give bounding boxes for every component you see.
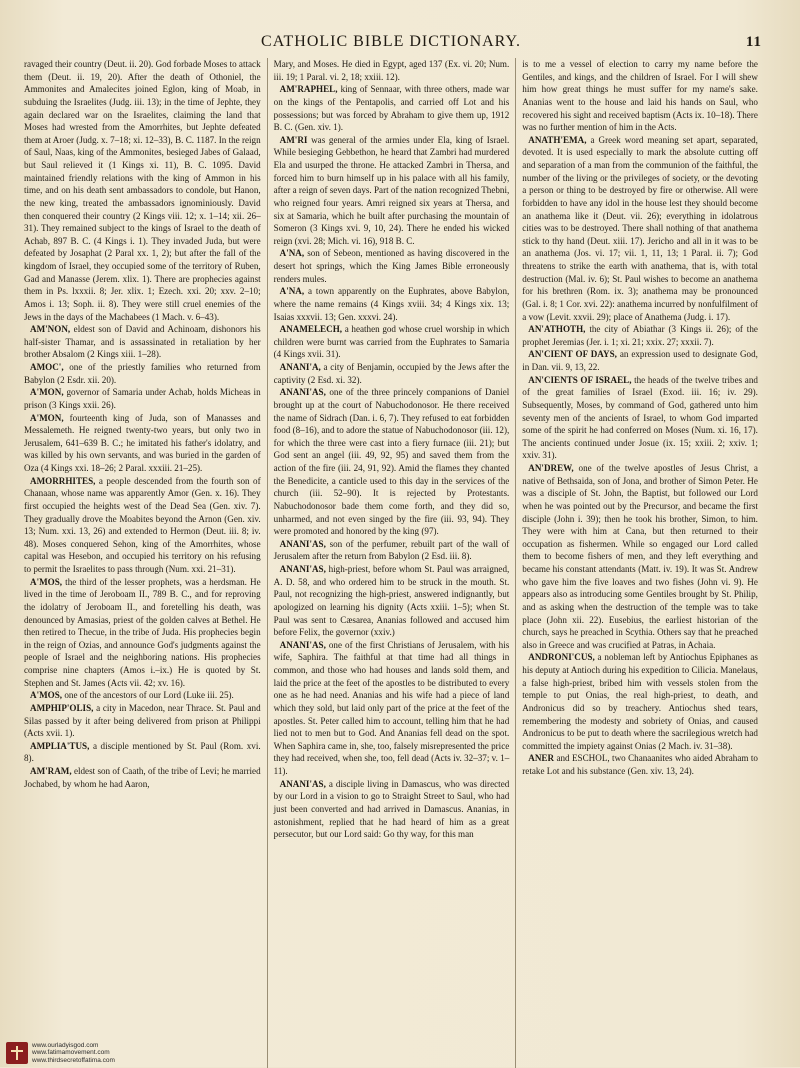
entry-headword: ANANI'AS, [279,538,326,549]
entry-text: eldest son of David and Achinoam, dishonors his half-sister Thamar, and is assassinated in retaliation by her brother Absalom (2 Kings xiii. 1–28). [24,324,261,360]
entry-text: one of the twelve apostles of Jesus Christ, a native of Bethsaida, son of Jona, and brother of Simon Peter. He was a disciple of St. John, the Baptist, but followed our Lord when he was pointed out by the Precursor, and became the first disciple (John i. 39); then he took his brother, Simon, to him. They were with him at Cana, but then returned to their occupation as fishermen. While so engaged our Lord called them to become fishers of men, and they left everything and became his constant attendants (Matt. iv. 19). It was St. Andrew who gave him the five loaves and two fishes (John vi. 9). He appears also as introducing some Gentiles brought by St. Philip, and as asking when the destruction of the temple was to take place (John xii. 22). Eusebius, the earliest historian of the church, says he preached in Scythia. Others say that he preached also in Greece and was crucified at Patras, in Achaia. [522,463,758,650]
footer-link[interactable]: www.ourladyisgod.com [32,1041,99,1049]
entry-headword: AN'CIENTS OF ISRAEL, [528,374,632,385]
entry-headword: AM'RI [279,134,308,145]
column-middle [267,58,516,1068]
entry-headword: AMPLIA'TUS, [30,740,90,751]
dictionary-entry [274,778,510,841]
dictionary-entry [274,58,510,83]
entry-text: a city of Benjamin, occupied by the Jews after the captivity (2 Esd. xi. 32). [273,362,510,385]
entry-text: fourteenth king of Juda, son of Manasses and Messalemeth. He reigned twenty-two years, but only two in Jerusalem, 641–639 B. C.; he imitated his father's idolatry, and was killed by his own servants, and was buried in the garden of Oza (4 Kings xxi. 18–26; 2 Paral. xxxiii. 21–25). [24,412,261,473]
entry-headword: ANANI'AS, [279,564,326,574]
entry-headword: A'MON, [30,387,64,398]
entry-text: the heads of the twelve tribes and of the great families of Israel (Exod. iii. 16; iv. 29). Subsequently, Moses, by command of God, gathered unto him seventy men of the ancients of Israel, to whom God imparted some of the spirit he had conferred on Moses (Num. xi. 16, 17). The ancients continued under Josue (ix. 15; xxiii. 2; xxiv. 1; xxiv. 31). [522,374,758,461]
entry-headword: ANER [528,753,555,764]
entry-headword: A'NA, [279,248,305,259]
entry-headword: ANANI'AS, [279,387,326,398]
entry-headword: AMORRHITES, [30,475,96,486]
entry-text: ravaged their country (Deut. ii. 20). God forbade Moses to attack them (Deut. ii. 19, 20). After the death of Othoniel, the Ammonites and Amalecites joined Eglon, king of Moab, in subduing the Israelites (Judg. iii. 13); in the time of Jephte, they again declared war on the Israelites, claiming the land that Moses had wrested from the Amorrhites, but Jephte defeated them at Aroer (Judg. x. 7–18; xi. 12–33), B. C. 1187. In the reign of Saul, Naas, king of the Ammonites, besieged Jabes of Galaad, but Saul relieved it (1 Kings xi. 11), B. C. 1095. David maintained friendly relations with the king of Ammon in his time, and on his death sent ambassadors to condole, but Hanon, the new king, treated the ambassadors ignominiously. David then conquered their country (2 Kings viii. 12; x. 1–14; xii. 26–31). They remained subject to the kings of Israel to the death of Achab, 897 B. C. (4 Kings i. 1). They invaded Juda, but were defeated by Josaphat (2 Paral xx. 1, 2); but after the fall of the kingdom of Israel, they occupied some of the territory of Ruben, Gad and Manasse (Jerem. xlix. 1). There are prophecies against them in Ps. lxxxii. 8; Jer. xlix. 1; Ezech. xxi. 20; xxv. 2–10; Amos i. 13; Soph. ii. 8). They were still cruel enemies of the Jews in the days of the Machabees (1 Mach. v. 6–43). [24,59,261,322]
entry-text: governor of Samaria under Achab, holds Micheas in prison (3 Kings xxii. 26). [24,387,261,410]
dictionary-entry [24,702,261,740]
entry-text: son of the perfumer, rebuilt part of the wall of Jerusalem after the return from Babylon (2 Esd. iii. 8). [273,538,510,562]
dictionary-entry [24,361,261,386]
entry-text: high-priest, before whom St. Paul was arraigned, A. D. 58, and who ordered him to be struck in the mouth. St. Paul, not recognizing the high-priest, answered indignantly, but apologized on learning his dignity (Acts xxiii. 1–5); when St. Paul was sent to Cæsarea, Ananias followed and accused him before Felix, the governor (xxiv.) [273,564,510,638]
dictionary-entry [522,651,758,752]
dictionary-entry [24,689,261,702]
entry-headword: A'NA, [279,286,305,297]
entry-headword: AM'NON, [30,324,71,335]
entry-text: a heathen god whose cruel worship in which children were burnt was carried from the Euphrates to Samaria (4 Kings xvii. 31). [273,324,510,360]
dictionary-entry [522,462,758,651]
dictionary-entry [522,58,758,134]
dictionary-entry [522,374,758,462]
column-right [515,58,764,1068]
dictionary-entry [274,386,510,538]
entry-text: the city of Abiathar (3 Kings ii. 26); of the prophet Jeremias (Jer. i. 1; xi. 21; xxix. 27; xxxii. 7). [522,324,758,347]
entry-headword: ANANI'AS, [279,778,326,789]
entry-headword: AN'DREW, [528,463,574,473]
footer-links [32,1042,115,1064]
entry-text: a city in Macedon, near Thrace. St. Paul and Silas passed by it after being delivered from prison at Philippi (Acts xvii. 1). [24,702,261,739]
entry-headword: A'MOS, [30,576,63,587]
entry-text: son of Sebeon, mentioned as having discovered in the desert hot springs, which the King James Bible erroneously renders mules. [273,248,510,284]
dictionary-entry [24,323,261,361]
dictionary-entry [24,58,261,323]
entry-headword: AM'RAPHEL, [279,84,338,95]
entry-text: the third of the lesser prophets, was a herdsman. He lived in the time of Jeroboam II., 789 B. C., and for reproving the idolatry of Jeroboam II., and foretelling his death, was denounced by Amasias, priest of the golden calves at Bethel. He then retired to Thecue, in the tribe of Juda. His prophecies begin in the reign of Ozias, and announce God's judgments against the people of Israel and the neighboring nations. His prophecies comprise nine chapters (Amos i.–ix.) He is quoted by St. Stephen and St. James (Acts vii. 42; xv. 16). [24,576,261,688]
entry-headword: ANANI'AS, [279,639,326,650]
dictionary-entry [24,412,261,475]
entry-text: eldest son of Caath, of the tribe of Levi; he married Jochabed, by whom he had Aaron, [24,766,261,789]
entry-text: a disciple mentioned by St. Paul (Rom. xvi. 8). [24,740,261,764]
entry-text: a town apparently on the Euphrates, above Babylon, where the name remains (4 Kings xviii. 34; 4 Kings xix. 13; Isaias xxxvii. 13; Gen. xxxvi. 24). [273,286,510,322]
entry-text: king of Sennaar, with three others, made war on the kings of the Pentapolis, and carried off Lot and his possessions; but was forced by Abraham to give them up, 1912 B. C. (Gen. xiv. 1). [273,84,510,133]
entry-text: a disciple living in Damascus, who was directed by our Lord in a vision to go to Straight Street to Saul, who had just been converted and had arrived in Damascus. Ananias, in astonishment, replied that he had heard of him as a great persecutor, but our Lord said: Go thy way, for this man [273,778,510,840]
dictionary-entry [24,475,261,576]
red-seal-icon [6,1042,28,1064]
footer-link[interactable]: www.thirdsecretoffatima.com [32,1056,115,1064]
dictionary-entry [522,134,758,323]
dictionary-entry [522,323,758,348]
dictionary-entry [274,285,510,323]
entry-text: one of the priestly families who returned from Babylon (2 Esdr. xii. 20). [24,362,261,385]
page-number: 11 [745,34,762,50]
dictionary-entry [24,386,261,411]
entry-text: a nobleman left by Antiochus Epiphanes as his deputy at Antioch during his expedition to Cilicia. Manelaus, a false high-priest, bribed him with vessels stolen from the temple to put Onias, the real high-priest, to death, and Andronicus did so by treachery. Antiochus shed tears, remembering the modesty and sobriety of Onias, and caused Andronicus to be put to death where the sacrilegious wretch had committed the impiety against Onias (2 Mach. iv. 31–38). [522,652,758,751]
page-header [18,30,764,54]
text-columns [18,58,764,1068]
page-title: CATHOLIC BIBLE DICTIONARY. [261,33,521,50]
dictionary-entry [522,752,758,777]
dictionary-entry [274,134,510,248]
entry-headword: ANANI'A, [279,362,321,372]
entry-text: one of the three princely companions of Daniel brought up at the court of Nabuchodonosor. He there received the name of Sidrach (Dan. i. 6, 7). They refused to eat forbidden food (8–16), and to adore the statue of Nabuchodonosor (iii. 12), for which the three were cast into a fiery furnace (iii. 21); but God sent an angel (iii. 49, 92, 95) and saved them from the action of the fire (iii. 24, 91, 92). Amid the flames they chanted the Benedicite, a canticle used to this day in the services of the church (iii. 52–90). It is rejected by Protestants. Nabuchodonosor bade them come forth, and they did so, unharmed, and not even singed by the fire (iii. 93, 94). They were promoted and honored by the king (97). [273,387,510,537]
dictionary-entry [274,83,510,134]
dictionary-entry [274,361,510,386]
column-left [18,58,267,1068]
entry-text: a Greek word meaning set apart, separated, devoted. It is used especially to mark the absolute cutting off and separation of a man from the communion of the faithful, the number of the living or the privileges of society, or the devoting a person or thing to be destroyed by fire or otherwise. All were forbidden to have any idol in the house lest they should become an anathema like it (Deut. vii. 26); everything in idolatrous cities was to be destroyed. There shall nothing of that anathema stick to thy hand (Deut. xiii. 17). Jericho and all in it was to be an anathema (Jos. vi. 17; vii. 1, 11, 13; 1 Paral. ii. 7); God threatens to strike the earth with anathema, that is, with total destruction (Mal. iv. 6); St. Paul wishes to become an anathema for his brethren (Rom. ix. 3); anathema may be pronounced (Gal. i. 8; 1 Cor. xvi. 22): anathema incurred by nonfulfilment of a vow (Levit. xxvii. 29); place of Anathema (Judg. i. 17). [522,134,758,322]
entry-headword: ANDRONI'CUS, [528,652,595,663]
entry-headword: AN'ATHOTH, [528,324,586,335]
entry-text: one of the first Christians of Jerusalem, with his wife, Saphira. The faithful at that time had all things in common, and those who had houses and lands sold them, and laid the price at the feet of the apostles to be distributed to every one as he had need. Ananias and his wife had a piece of land which they sold, but laid only part of the price at the feet of the apostles. St. Peter called him to account, telling him that he had lied not to men but to God. And Ananias fell dead on the spot. When Saphira came in, she, too, falsely misrepresented the price they had received, when she, too, fell dead (Acts iv. 32–37; v. 1–11). [273,639,510,776]
dictionary-entry [522,348,758,373]
entry-headword: AM'RAM, [30,766,72,776]
dictionary-entry [24,740,261,765]
entry-headword: ANAMELECH, [279,324,343,335]
entry-text: is to me a vessel of election to carry my name before the Gentiles, and kings, and the children of Israel. For I will shew him how great things he must suffer for my name's sake. Ananias went to the house and laid his hands on Saul, who recovered his sight and received baptism (Acts ix. 10–18). There was no further mention of him in the Acts. [522,59,758,133]
dictionary-entry [274,639,510,778]
dictionary-entry [274,247,510,285]
entry-headword: AMPHIP'OLIS, [30,702,94,713]
entry-text: and ESCHOL, two Chanaanites who aided Abraham to retake Lot and his substance (Gen. xiv. 13, 24). [522,753,758,776]
dictionary-entry [24,576,261,690]
dictionary-entry [274,538,510,563]
dictionary-entry [274,323,510,361]
entry-headword: ANATH'EMA, [528,134,587,145]
entry-text: a people descended from the fourth son of Chanaan, whose name was apparently Amor (Gen. x. 16). They first occupied the heights west of the Dead Sea (Gen. xiv. 7). They gradually drove the Moabites beyond the Arnon (Gen. xiv. 13; Num. xxi. 13, 26) and extended to Hermon (Deut. iii. 8; iv. 48). Moses conquered Sehon, king of the Amorrhites, whose capital was Hesebon, and occupied his territory on his refusing to permit the Israelites to pass through (Num. xxi. 21–31). [24,475,261,574]
entry-headword: AMOC', [30,362,64,372]
watermark-footer [6,1042,115,1064]
footer-link[interactable]: www.fatimamovement.com [32,1049,110,1057]
dictionary-entry [24,765,261,790]
entry-text: Mary, and Moses. He died in Egypt, aged 137 (Ex. vi. 20; Num. iii. 19; 1 Paral. vi. 2, 18; xxiii. 12). [273,59,510,82]
entry-headword: A'MON, [30,412,64,423]
dictionary-entry [274,563,510,639]
entry-headword: AN'CIENT OF DAYS, [528,349,617,360]
entry-headword: A'MOS, [30,690,63,701]
entry-text: was general of the armies under Ela, king of Israel. While besieging Gebbethon, he heard that Zambri had murdered Ela and usurped the throne. He attacked Zambri in Thersa, and forced him to burn himself up in his palace with all his family, after a reign of seven days. Part of the nation recognized Thebni, who reigned four years. Amri reigned six years at Thersa, and six at Samaria, which he built after purchasing the mountain of Someron (3 Kings xvi. 9, 10, 24). There he ended his wicked reign (xvi. 28; Mich. vi. 16), 918 B. C. [273,134,510,246]
entry-text: one of the ancestors of our Lord (Luke iii. 25). [62,690,234,701]
entry-text: an expression used to designate God, in Dan. vii. 9, 13, 22. [522,349,758,372]
